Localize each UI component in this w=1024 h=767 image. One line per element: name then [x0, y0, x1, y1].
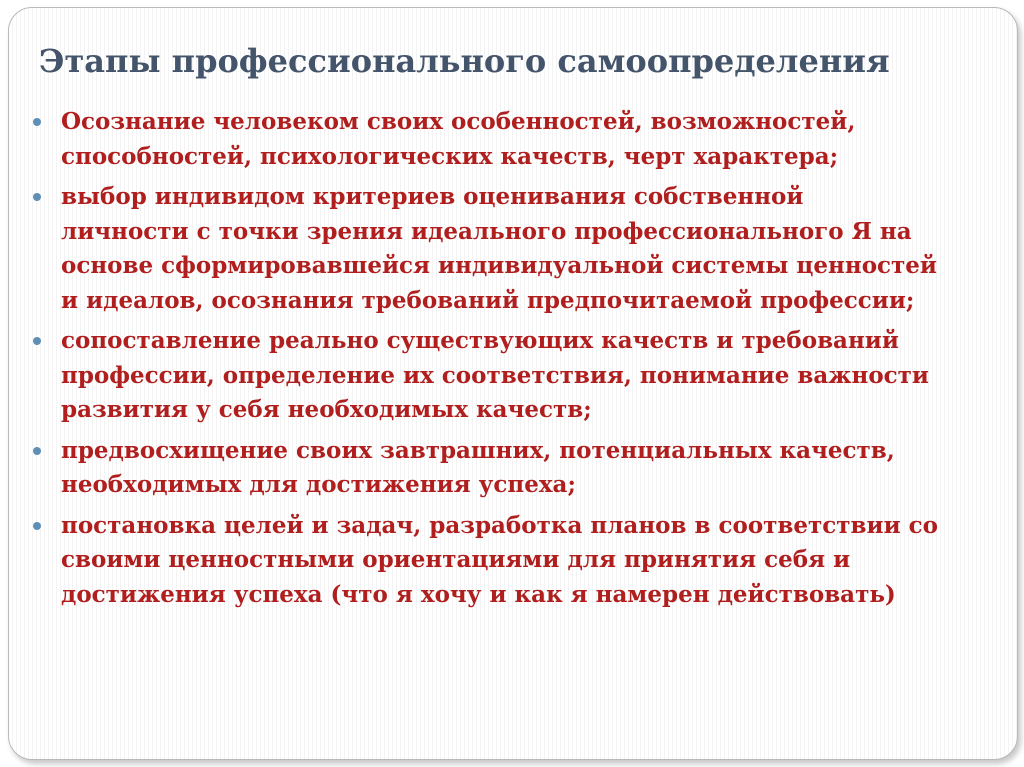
bullet-text-line: и идеалов, осознания требований предпочитаемой профессии;: [61, 286, 915, 314]
bullet-list: [31, 105, 991, 618]
bullet-text-line: достижения успеха (что я хочу и как я намерен действовать): [61, 580, 896, 608]
bullet-text-line: развития у себя необходимых качеств;: [61, 396, 592, 423]
bullet-dot-icon: [33, 522, 41, 530]
slide: [8, 7, 1018, 760]
bullet-text-line: выбор индивидом критериев оценивания собственной: [61, 183, 804, 210]
bullet-text-line: Осознание человеком своих особенностей, возможностей,: [61, 108, 856, 135]
bullet-item: [31, 434, 991, 503]
bullet-text-line: основе сформировавшейся индивидуальной системы ценностей: [61, 252, 937, 279]
bullet-dot-icon: [33, 447, 41, 455]
bullet-item: [31, 509, 991, 613]
bullet-text-line: необходимых для достижения успеха;: [61, 471, 576, 498]
bullet-text-line: профессии, определение их соответствия, понимание важности: [61, 361, 929, 389]
bullet-text-line: своими ценностными ориентациями для принятия себя и: [61, 546, 851, 573]
bullet-text-line: сопоставление реально существующих качеств и требований: [61, 327, 899, 354]
slide-title: Этапы профессионального самоопределения: [39, 42, 890, 80]
bullet-item: [31, 180, 991, 318]
bullet-dot-icon: [33, 118, 41, 126]
bullet-dot-icon: [33, 337, 41, 345]
bullet-text-line: личности с точки зрения идеального профессионального Я на: [61, 217, 912, 245]
bullet-dot-icon: [33, 193, 41, 201]
bullet-text-line: способностей, психологических качеств, черт характера;: [61, 142, 839, 170]
bullet-text-line: предвосхищение своих завтрашних, потенциальных качеств,: [61, 436, 895, 464]
bullet-text-line: постановка целей и задач, разработка планов в соответствии со: [61, 511, 938, 539]
bullet-item: [31, 324, 991, 428]
bullet-item: [31, 105, 991, 174]
